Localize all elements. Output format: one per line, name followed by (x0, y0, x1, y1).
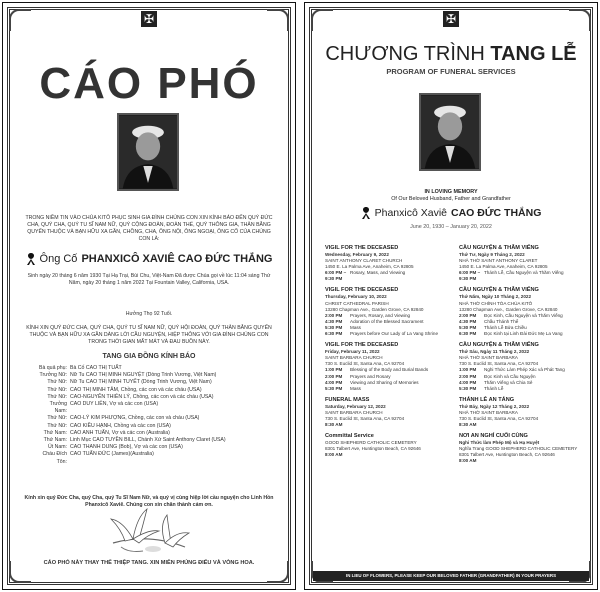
english-schedule (325, 245, 457, 463)
family-relation: Cháu Đích Tôn: (42, 451, 67, 465)
family-member-name: CAO TUẤN ĐỨC (James)(Australia) (70, 451, 154, 458)
event-venue: SAINT ANTHONY CLARET CHURCH (325, 258, 403, 264)
event-schedule-row (325, 452, 457, 458)
service-event (459, 287, 591, 337)
event-date: Thứ Tư, Ngày 9 Tháng 2, 2022 (459, 252, 525, 257)
event-time: 5:30 PM (325, 385, 343, 391)
family-member-name: CAO THỊ MINH TÂM, Chồng, các con và các cháu (USA) (70, 386, 202, 393)
event-time: 2:00 PM (459, 373, 477, 379)
portrait-photo (419, 93, 481, 171)
event-address: 730 S. Euclid St, Santa Ana, CA 92704 (459, 415, 539, 421)
event-time: 6:30 PM (325, 331, 343, 337)
event-time: 4:30 PM (459, 318, 477, 324)
family-member-name: CAO-LÝ KIM PHƯỢNG, Chồng, các con và cháu (USA) (70, 415, 200, 422)
family-member-name: CAO KIỀU HẠNH, Chồng và các con (USA) (70, 422, 171, 429)
service-event (325, 397, 457, 428)
family-member-name: CAO DUY LIÊN, Vợ và các con (USA) (70, 401, 159, 408)
family-relation: Trưởng Nữ: (39, 372, 67, 379)
event-venue: NHÀ THỜ SAINT ANTHONY CLARET (459, 258, 538, 264)
event-title: CẦU NGUYỆN & THĂM VIẾNG (459, 342, 539, 349)
family-relation: Thứ Nữ: (47, 415, 67, 422)
family-relation: Bà quả phụ: (39, 365, 67, 371)
family-member-row (37, 387, 285, 394)
event-time: 1:00 PM (325, 367, 343, 373)
family-member-row (37, 394, 285, 401)
deceased-name-row (305, 207, 597, 219)
event-time: 6:30 PM (459, 331, 477, 337)
event-address: 1450 E. La Palma Ave, Anaheim, CA 92805 (459, 264, 548, 270)
service-event (459, 342, 591, 392)
family-member-row (37, 423, 285, 430)
event-date: Friday, February 11, 2022 (325, 349, 380, 355)
event-time: 5:30 PM (325, 324, 343, 330)
family-member-name: Nữ Tu CAO THỊ MINH TUYẾT (Dòng Trinh Vương, Việt Nam) (70, 379, 212, 386)
event-activity: Đọc Kinh, Cầu Nguyện và Thăm Viếng (484, 312, 563, 318)
event-time: 8:30 AM (459, 422, 477, 428)
event-title: VIGIL FOR THE DECEASED (325, 342, 399, 349)
program-title (305, 43, 597, 66)
event-activity: Prayers, Rosary, and Viewing (350, 312, 411, 318)
family-relation: Thứ Nữ: (47, 386, 67, 393)
event-address: 13280 Chapman Ave., Garden Grove, CA 92840 (325, 306, 424, 312)
life-dates: June 20, 1930 – January 20, 2022 (410, 224, 492, 230)
obituary-intro: TRONG NIỀM TIN VÀO CHÚA KITÔ PHỤC SINH GIA ĐÌNH CHÚNG CON XIN KÍNH BÁO ĐẾN QUÝ ĐỨC CHA, QUÝ CHA, QUÝ TU SĨ NAM NỮ, QUÝ CỘNG ĐOÀN, ĐOÀN THỂ, QUÝ THÔNG GIA, THÂN BẰNG QUYẾN THUỘC VÀ BẠN HỮU XA GẦN, CHỒNG, CHA, ÔNG NỘI, ÔNG NGOẠI, ÔNG CỐ CỦA CHÚNG CON LÀ: (25, 215, 273, 242)
closing-prayer: Kính xin quý Đức Cha, quý Cha, quý Tu Sĩ Nam Nữ, và quý vị cùng hiệp lời cầu nguyện cho Linh Hồn Phanxicô Xaviê. Chúng con xin chân thành cám ơn. (24, 495, 274, 508)
program-footer: IN LIEU OF FLOWERS, PLEASE KEEP OUR BELOVED FATHER (GRANDFATHER) IN YOUR PRAYERS (313, 571, 589, 581)
family-member-row (37, 401, 285, 415)
memory-block (305, 189, 597, 203)
event-schedule-row (459, 458, 591, 464)
event-address: 13280 Chapman Ave., Garden Grove, CA 92840 (459, 306, 558, 312)
service-event (325, 245, 457, 282)
event-address: 730 S. Euclid St, Santa Ana, CA 92704 (325, 415, 405, 421)
family-member-row (37, 415, 285, 422)
family-member-name: CAO THANH DUNG (Bob), Vợ và các con (USA) (70, 444, 183, 451)
event-schedule-row (325, 422, 457, 428)
family-member-name: CAO ANH TUẤN, Vợ và các con (Australia) (70, 429, 170, 436)
corner-ornament (267, 9, 289, 31)
family-member-name: Nữ Tu CAO THỊ MINH NGUYỆT (Dòng Trinh Vương, Việt Nam) (70, 372, 217, 379)
event-time: 6:00 PM – 9:30 PM (325, 270, 347, 282)
family-relation: Thứ Nam: (43, 429, 67, 436)
event-venue: NHÀ THỜ SAINT BARBARA (459, 409, 518, 415)
event-venue: NHÀ THỜ CHÍNH TÒA CHÚA KITÔ (459, 300, 533, 306)
family-member-name: Linh Mục CAO TUYỀN BILL, Chánh Xứ Saint Anthony Claret (USA) (70, 437, 226, 444)
event-time: 8:00 AM (459, 458, 477, 464)
funeral-program-panel (304, 2, 598, 590)
cross-icon: ✠ (443, 11, 459, 27)
obituary-panel (2, 2, 296, 590)
family-relation: Thứ Nam: (43, 437, 67, 444)
event-activity: Thánh Lễ, Cầu Nguyện và Thăm Viếng (484, 270, 564, 276)
event-activity: Mass (350, 385, 361, 391)
request-for-prayer: KÍNH XIN QUÝ ĐỨC CHA, QUÝ CHA, QUÝ TU SĨ NAM NỮ, QUÝ HỘI ĐOÀN, QUÝ THÂN BẰNG QUYẾN THUỘC VÀ BẠN HỮU XA GẦN DÀNG LỜI CẦU NGUYỆN, HIỆP THÔNG VỚI GIA ĐÌNH CHÚNG CON TRONG THỜI GIAN MẤT MÁT VÀ ĐAU BUỒN NÀY. (26, 325, 272, 345)
program-title-b: TANG LỄ (490, 43, 577, 65)
event-title: Committal Service (325, 433, 374, 440)
service-event (325, 433, 457, 458)
program-title-a: CHƯƠNG TRÌNH (325, 43, 485, 65)
event-venue: GOOD SHEPHERD CATHOLIC CEMETERY (325, 440, 417, 446)
event-date: Wednesday, February 9, 2022 (325, 252, 389, 257)
event-time: 2:00 PM (459, 312, 477, 318)
family-relation: Thứ Nữ: (47, 393, 67, 400)
event-activity: Prayers before Our Lady of La Vang Shrine (350, 331, 439, 337)
family-relation: Thứ Nữ: (47, 422, 67, 429)
event-title: CẦU NGUYỆN & THĂM VIẾNG (459, 245, 539, 251)
event-schedule-row (325, 331, 457, 337)
event-activity: Prayers and Rosary (350, 373, 391, 379)
event-venue: SAINT BARBARA CHURCH (325, 355, 383, 361)
event-time: 5:30 PM (459, 324, 477, 330)
event-title: NƠI AN NGHỈ CUỐI CÙNG (459, 433, 528, 440)
age-line: Hưởng Thọ 92 Tuổi. (125, 311, 173, 317)
event-title: VIGIL FOR THE DECEASED (325, 245, 399, 251)
event-activity: Viewing and Sharing of Memories (350, 379, 419, 385)
service-event (325, 342, 457, 392)
corner-ornament (569, 9, 591, 31)
event-schedule-row (459, 386, 591, 392)
lily-flowers-image (103, 503, 193, 557)
mourning-ribbon-icon (26, 253, 36, 265)
obituary-footer: CÁO PHÓ NÀY THAY THẾ THIỆP TANG. XIN MIỄN PHÚNG ĐIẾU VÀ VÒNG HOA. (43, 560, 255, 566)
family-list (37, 365, 285, 466)
event-title: VIGIL FOR THE DECEASED (325, 287, 399, 294)
event-title: FUNERAL MASS (325, 396, 370, 403)
event-activity: Thánh Lễ (484, 385, 504, 391)
family-member-name: Bà Cố CAO THỊ TUẤT (70, 365, 122, 371)
event-schedule-row (325, 270, 457, 282)
portrait-silhouette (421, 95, 479, 169)
cross-icon: ✠ (141, 11, 157, 27)
service-event (459, 397, 591, 428)
event-time: 8:30 AM (325, 422, 343, 428)
family-member-row (37, 379, 285, 386)
event-activity: Blessing of the Body and Burial Bands (350, 367, 429, 373)
event-date: Thứ Năm, Ngày 10 Tháng 2, 2022 (459, 294, 532, 300)
family-relation: Trưởng Nam: (49, 401, 67, 415)
event-time: 4:30 PM (325, 318, 343, 324)
event-schedule-row (459, 270, 591, 282)
family-member-row (37, 430, 285, 437)
event-activity: Mass (350, 324, 361, 330)
deceased-name: PHANXICÔ XAVIÊ CAO ĐỨC THẮNG (81, 253, 273, 265)
corner-ornament (311, 9, 333, 31)
event-venue: SAINT BARBARA CHURCH (325, 409, 383, 415)
event-venue: CHRIST CATHEDRAL PARISH (325, 300, 389, 306)
event-schedule-row (325, 386, 457, 392)
event-time: 2:00 PM (325, 373, 343, 379)
event-activity: Đọc Kinh và Cầu Nguyện (484, 373, 536, 379)
event-title: THÁNH LỄ AN TÁNG (459, 396, 515, 403)
event-venue: NHÀ THỜ SAINT BARBARA (459, 355, 518, 361)
family-member-row (37, 437, 285, 444)
event-date: Saturday, February 12, 2022 (325, 403, 386, 409)
event-time: 8:00 AM (325, 452, 343, 458)
family-member-name: CAO-NGUYỄN THIÊN LÝ, Chồng, các con và các cháu (USA) (70, 393, 214, 400)
deceased-name-row (3, 253, 295, 265)
service-event (459, 433, 591, 464)
family-member-row (37, 451, 285, 465)
event-activity: Đọc Kinh tại Linh Đài Đức Mẹ La Vang (484, 331, 563, 337)
event-activity: Rosary, Mass, and Viewing (350, 270, 406, 276)
event-activity: Thánh Lễ Bửa Chiều (484, 324, 527, 330)
event-activity: Nghi Thức Làm Phép Xác và Phát Tang (484, 367, 565, 373)
family-heading: TANG GIA ĐỒNG KÍNH BÁO (102, 353, 196, 360)
service-event (325, 287, 457, 337)
event-date: Nghi Thức làm Phép Mộ và Hạ Huyệt (459, 440, 540, 446)
vietnamese-schedule (459, 245, 591, 470)
event-time: 5:30 PM (459, 385, 477, 391)
event-date: Thursday, February 10, 2022 (325, 294, 387, 300)
family-relation: Thứ Nữ: (47, 379, 67, 386)
biography: Sinh ngày 20 tháng 6 năm 1930 Tại Hạ Trại, Bùi Chu, Việt-Nam Đã được Chúa gọi về lúc 11:04 sáng Thứ Năm, ngày 20 tháng 1 năm 2022 Tại Fountain Valley, California, USA. (27, 273, 271, 286)
event-time: 4:00 PM (459, 379, 477, 385)
event-time: 1:00 PM (459, 367, 477, 373)
event-title: CẦU NGUYỆN & THĂM VIẾNG (459, 287, 539, 294)
memory-subheading: Of Our Beloved Husband, Father and Grandfather (391, 196, 511, 202)
event-date: Thứ Sáu, Ngày 11 Tháng 2, 2022 (459, 349, 530, 355)
event-address: 1450 E. La Palma Ave, Anaheim, CA 92805 (325, 264, 414, 270)
event-time: 4:00 PM (325, 379, 343, 385)
event-activity: Adoration of the Blessed Sacrament (350, 318, 424, 324)
event-time: 6:00 PM – 9:30 PM (459, 270, 481, 282)
obituary-title: CÁO PHÓ (39, 59, 259, 108)
event-venue: Nghĩa Trang GOOD SHEPHERD CATHOLIC CEMETERY (459, 446, 578, 452)
event-schedule-row (459, 422, 591, 428)
event-schedule-row (459, 331, 591, 337)
event-activity: Thăm Viếng và Chia Sẻ (484, 379, 533, 385)
portrait-silhouette (119, 115, 177, 189)
corner-ornament (9, 9, 31, 31)
event-date: Thứ Bảy, Ngày 12 Tháng 2, 2022 (459, 403, 530, 409)
event-activity: Chầu Thánh Thể (484, 318, 519, 324)
event-time: 2:00 PM (325, 312, 343, 318)
family-relation: Út Nam: (47, 444, 67, 451)
mourning-ribbon-icon (361, 207, 371, 219)
event-address: 8301 Talbert Ave, Huntington Beach, CA 92646 (459, 452, 555, 458)
event-address: 8301 Talbert Ave, Huntington Beach, CA 92646 (325, 446, 421, 452)
service-event (459, 245, 591, 282)
memory-heading: IN LOVING MEMORY (424, 189, 478, 195)
portrait-photo (117, 113, 179, 191)
event-address: 730 S. Euclid St, Santa Ana, CA 92704 (459, 361, 539, 367)
program-subtitle: PROGRAM OF FUNERAL SERVICES (386, 67, 516, 76)
deceased-name: CAO ĐỨC THẮNG (451, 207, 542, 219)
name-prefix: Phanxicô Xaviê (374, 207, 447, 219)
event-address: 730 S. Euclid St, Santa Ana, CA 92704 (325, 361, 405, 367)
name-prefix: Ông Cố (39, 253, 78, 265)
